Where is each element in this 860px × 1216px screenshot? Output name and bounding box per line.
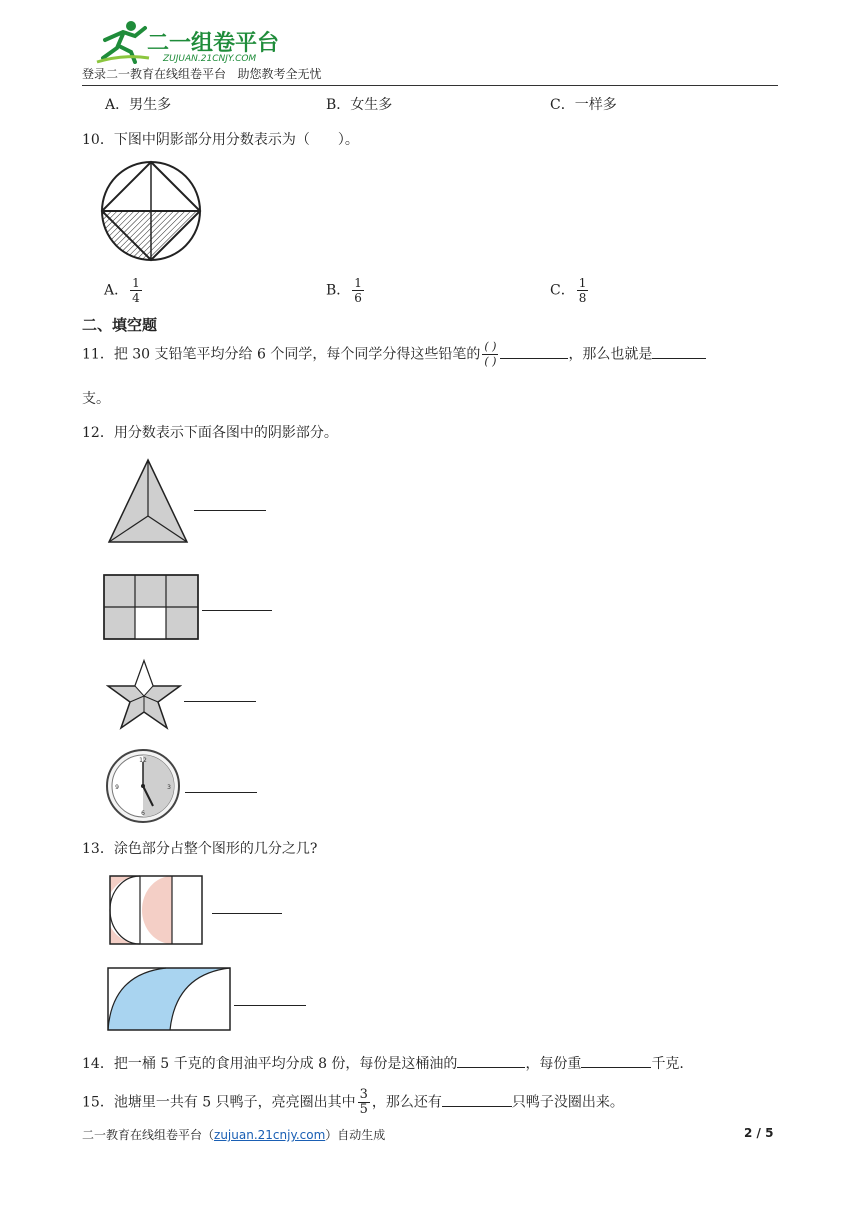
fraction-denominator: 6	[354, 291, 362, 305]
clock-figure	[105, 748, 181, 824]
fraction-numerator: 1	[578, 276, 587, 290]
answer-blank[interactable]	[212, 913, 282, 914]
q10-option-b: B． $\frac{1}{6}$	[326, 276, 362, 305]
grid-rectangle-figure	[103, 574, 199, 640]
q9-option-b: B．女生多	[326, 97, 393, 113]
answer-blank[interactable]	[185, 792, 257, 793]
answer-blank[interactable]	[234, 1005, 306, 1006]
answer-blank[interactable]	[500, 358, 568, 359]
q10-option-c: C． $\frac{1}{8}$	[550, 276, 587, 305]
fraction-numerator: 3	[359, 1087, 368, 1102]
answer-blank[interactable]	[194, 510, 266, 511]
svg-text:9: 9	[115, 784, 119, 791]
q15-text: 15．池塘里一共有 5 只鸭子，亮亮圈出其中 $\frac{3}{5}$ ，那么还有 只鸭子没圈出来。	[82, 1087, 624, 1117]
answer-blank[interactable]	[581, 1067, 651, 1068]
q11-text: 11．把 30 支铅笔平均分给 6 个同学，每个同学分得这些铅笔的 $\frac{( )}{( )}$ ，那么也就是	[82, 340, 782, 369]
answer-blank[interactable]	[457, 1067, 525, 1068]
quarter-arc-rectangle-figure	[106, 966, 232, 1032]
q11-text-end: 支。	[82, 391, 110, 407]
section-title: 二、填空题	[82, 316, 158, 334]
answer-blank[interactable]	[184, 701, 256, 702]
q9-option-a: A．男生多	[105, 97, 172, 113]
svg-text:12: 12	[139, 757, 147, 764]
fraction-denominator: 5	[359, 1102, 368, 1117]
header-tagline: 登录二一教育在线组卷平台 助您教考全无忧	[82, 67, 322, 81]
answer-blank[interactable]	[652, 358, 706, 359]
footer-link[interactable]: zujuan.21cnjy.com	[214, 1128, 326, 1142]
q13-text: 13．涂色部分占整个图形的几分之几?	[82, 841, 318, 857]
header-rule	[82, 85, 778, 86]
q10-circle-figure	[100, 160, 202, 262]
fraction-numerator: 1	[354, 276, 362, 290]
q10-option-a: A． $\frac{1}{4}$	[104, 276, 140, 305]
fraction-numerator: 1	[132, 276, 140, 290]
triangle-figure	[105, 456, 191, 546]
page-number: 2 / 5	[744, 1126, 774, 1140]
footer-text: 二一教育在线组卷平台（zujuan.21cnjy.com）自动生成	[82, 1128, 386, 1142]
fraction-denominator: 8	[578, 291, 587, 305]
q10-text: 10．下图中阴影部分用分数表示为（ ）。	[82, 132, 359, 148]
svg-text:6: 6	[141, 810, 145, 817]
semicircle-rectangle-figure	[108, 874, 204, 946]
logo	[95, 18, 295, 66]
answer-blank[interactable]	[202, 610, 272, 611]
runner-logo-icon	[95, 18, 151, 64]
logo-title: 二一组卷平台	[147, 31, 280, 56]
star-figure	[106, 658, 182, 730]
q12-text: 12．用分数表示下面各图中的阴影部分。	[82, 425, 338, 441]
logo-url: ZUJUAN.21CNJY.COM	[163, 54, 257, 64]
svg-text:3: 3	[167, 784, 171, 791]
q9-option-c: C．一样多	[550, 97, 617, 113]
fraction-denominator: 4	[132, 291, 140, 305]
answer-blank[interactable]	[442, 1106, 512, 1107]
q14-text: 14．把一桶 5 千克的食用油平均分成 8 份，每份是这桶油的 ，每份重 千克.	[82, 1056, 684, 1072]
